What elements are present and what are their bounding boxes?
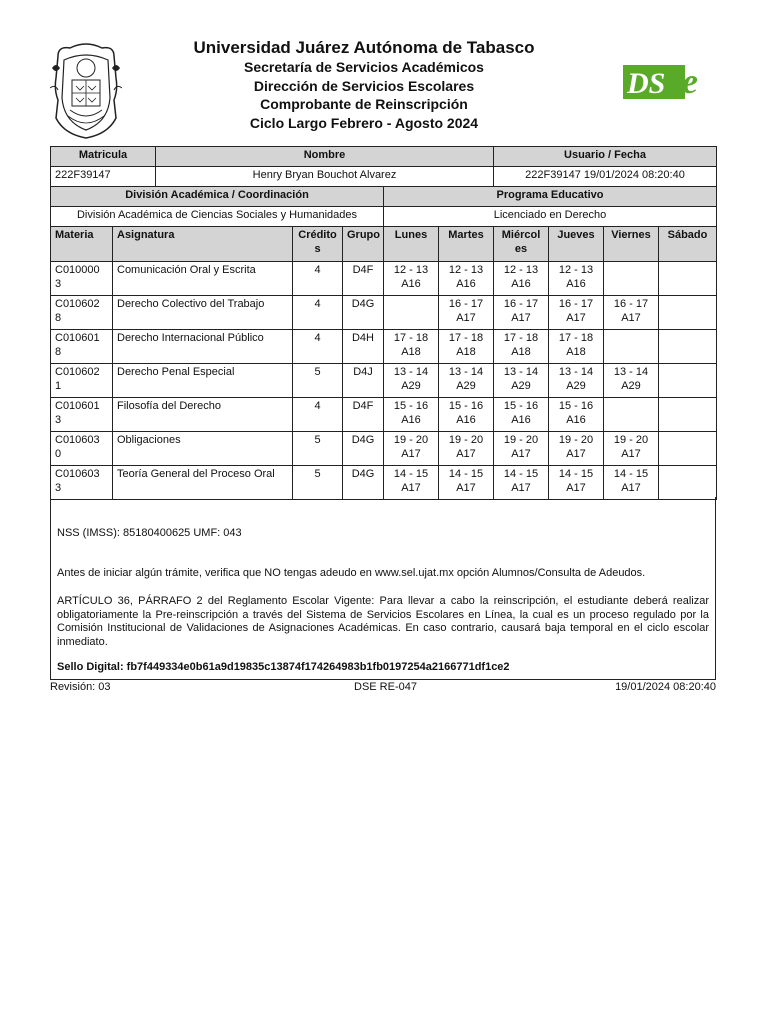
- schedule-body: [51, 262, 717, 500]
- table-row: [51, 432, 717, 466]
- articulo-36-text: ARTÍCULO 36, PÁRRAFO 2 del Reglamento Escolar Vigente: Para llevar a cabo la reinscripción, el estudiante deberá realizar obligatoriamente la Pre-reinscripción a través del Sistema de Servicios Escolares en Línea, la cual es un proceso regulado por la Comisión Institucional de Validaciones de Asignaciones Académicas. En caso contrario, causará baja temporal en el ciclo escolar inmediato.: [57, 595, 709, 648]
- cell-lunes: 13 - 14 A29: [384, 364, 439, 398]
- cell-lunes: 17 - 18 A18: [384, 330, 439, 364]
- cell-lunes: 19 - 20 A17: [384, 432, 439, 466]
- cell-miercoles: 17 - 18 A18: [494, 330, 549, 364]
- document-title: Comprobante de Reinscripción: [260, 96, 468, 112]
- cell-jueves: 14 - 15 A17: [549, 466, 604, 500]
- schedule-table: [50, 226, 717, 500]
- cell-creditos: 5: [293, 432, 343, 466]
- cell-grupo: D4F: [343, 398, 384, 432]
- program-info-table: [50, 186, 717, 227]
- cell-lunes: 14 - 15 A17: [384, 466, 439, 500]
- cell-asignatura: Derecho Penal Especial: [113, 364, 293, 398]
- col-jueves: Jueves: [549, 227, 604, 262]
- university-name: Universidad Juárez Autónoma de Tabasco: [193, 38, 535, 57]
- direccion-line: Dirección de Servicios Escolares: [253, 77, 475, 94]
- col-asignatura: Asignatura: [113, 227, 293, 262]
- cell-miercoles: 19 - 20 A17: [494, 432, 549, 466]
- cell-asignatura: Comunicación Oral y Escrita: [113, 262, 293, 296]
- cell-sabado: [659, 296, 717, 330]
- programa-header: Programa Educativo: [384, 187, 717, 207]
- cell-asignatura: Obligaciones: [113, 432, 293, 466]
- table-row: [51, 296, 717, 330]
- cell-miercoles: 14 - 15 A17: [494, 466, 549, 500]
- cell-miercoles: 13 - 14 A29: [494, 364, 549, 398]
- form-code: DSE RE-047: [354, 681, 417, 693]
- col-viernes: Viernes: [604, 227, 659, 262]
- dse-logo: [622, 62, 718, 102]
- cell-sabado: [659, 398, 717, 432]
- table-row: [51, 364, 717, 398]
- cell-jueves: 12 - 13 A16: [549, 262, 604, 296]
- cell-martes: 19 - 20 A17: [439, 432, 494, 466]
- cell-asignatura: Filosofía del Derecho: [113, 398, 293, 432]
- footer-datetime: 19/01/2024 08:20:40: [615, 681, 716, 693]
- cell-creditos: 5: [293, 364, 343, 398]
- cell-asignatura: Derecho Internacional Público: [113, 330, 293, 364]
- cell-sabado: [659, 466, 717, 500]
- matricula-value: 222F39147: [51, 167, 156, 187]
- cell-viernes: [604, 398, 659, 432]
- cell-viernes: 13 - 14 A29: [604, 364, 659, 398]
- cell-materia: C010601 3: [51, 398, 113, 432]
- cell-miercoles: 15 - 16 A16: [494, 398, 549, 432]
- cell-grupo: D4H: [343, 330, 384, 364]
- adeudo-notice: Antes de iniciar algún trámite, verifica que NO tengas adeudo en www.sel.ujat.mx opción Alumnos/Consulta de Adeudos.: [57, 567, 646, 579]
- nombre-header: Nombre: [156, 147, 494, 167]
- cell-asignatura: Derecho Colectivo del Trabajo: [113, 296, 293, 330]
- cell-jueves: 15 - 16 A16: [549, 398, 604, 432]
- cell-sabado: [659, 330, 717, 364]
- cell-grupo: D4G: [343, 296, 384, 330]
- cell-materia: C010602 1: [51, 364, 113, 398]
- cell-lunes: 12 - 13 A16: [384, 262, 439, 296]
- cell-asignatura: Teoría General del Proceso Oral: [113, 466, 293, 500]
- cell-materia: C010602 8: [51, 296, 113, 330]
- cell-sabado: [659, 262, 717, 296]
- cell-sabado: [659, 432, 717, 466]
- col-grupo: Grupo: [343, 227, 384, 262]
- university-seal-logo: [50, 38, 122, 142]
- cell-viernes: 14 - 15 A17: [604, 466, 659, 500]
- cell-jueves: 16 - 17 A17: [549, 296, 604, 330]
- cell-miercoles: 12 - 13 A16: [494, 262, 549, 296]
- col-materia: Materia: [51, 227, 113, 262]
- table-row: [51, 262, 717, 296]
- notes-section: [50, 497, 716, 680]
- cell-lunes: 15 - 16 A16: [384, 398, 439, 432]
- nss-text: NSS (IMSS): 85180400625 UMF: 043: [57, 527, 242, 539]
- cell-materia: C010601 8: [51, 330, 113, 364]
- sello-digital: Sello Digital: fb7f449334e0b61a9d19835c13874f174264983b1fb0197254a2166771df1ce2: [57, 661, 510, 673]
- cell-martes: 13 - 14 A29: [439, 364, 494, 398]
- cell-creditos: 4: [293, 330, 343, 364]
- cell-viernes: 19 - 20 A17: [604, 432, 659, 466]
- nombre-value: Henry Bryan Bouchot Alvarez: [156, 167, 494, 187]
- table-row: [51, 466, 717, 500]
- programa-value: Licenciado en Derecho: [384, 207, 717, 227]
- division-value: División Académica de Ciencias Sociales y Humanidades: [51, 207, 384, 227]
- cell-martes: 14 - 15 A17: [439, 466, 494, 500]
- cell-grupo: D4F: [343, 262, 384, 296]
- cell-martes: 17 - 18 A18: [439, 330, 494, 364]
- matricula-header: Matricula: [51, 147, 156, 167]
- cell-materia: C010000 3: [51, 262, 113, 296]
- document-header: [0, 0, 768, 146]
- cell-jueves: 17 - 18 A18: [549, 330, 604, 364]
- svg-text:e: e: [682, 62, 698, 101]
- cell-martes: 16 - 17 A17: [439, 296, 494, 330]
- cell-materia: C010603 0: [51, 432, 113, 466]
- revision-text: Revisión: 03: [50, 681, 111, 693]
- cell-grupo: D4G: [343, 432, 384, 466]
- cycle-title: Ciclo Largo Febrero - Agosto 2024: [249, 114, 479, 131]
- col-miercoles: Miércol es: [494, 227, 549, 262]
- cell-jueves: 19 - 20 A17: [549, 432, 604, 466]
- cell-sabado: [659, 364, 717, 398]
- cell-materia: C010603 3: [51, 466, 113, 500]
- cell-martes: 12 - 13 A16: [439, 262, 494, 296]
- col-sabado: Sábado: [659, 227, 717, 262]
- document-footer: [50, 681, 716, 695]
- division-header: División Académica / Coordinación: [51, 187, 384, 207]
- cell-creditos: 5: [293, 466, 343, 500]
- secretaria-line: Secretaría de Servicios Académicos: [244, 59, 484, 75]
- cell-miercoles: 16 - 17 A17: [494, 296, 549, 330]
- cell-jueves: 13 - 14 A29: [549, 364, 604, 398]
- cell-lunes: [384, 296, 439, 330]
- cell-viernes: [604, 330, 659, 364]
- usuario-fecha-value: 222F39147 19/01/2024 08:20:40: [494, 167, 717, 187]
- table-row: [51, 330, 717, 364]
- svg-text:DS: DS: [627, 67, 666, 100]
- cell-viernes: [604, 262, 659, 296]
- cell-viernes: 16 - 17 A17: [604, 296, 659, 330]
- cell-grupo: D4G: [343, 466, 384, 500]
- col-creditos: Crédito s: [293, 227, 343, 262]
- cell-creditos: 4: [293, 262, 343, 296]
- header-titles: [160, 38, 568, 132]
- col-lunes: Lunes: [384, 227, 439, 262]
- cell-martes: 15 - 16 A16: [439, 398, 494, 432]
- cell-creditos: 4: [293, 296, 343, 330]
- col-martes: Martes: [439, 227, 494, 262]
- table-row: [51, 398, 717, 432]
- student-info-table: [50, 146, 717, 187]
- usuario-fecha-header: Usuario / Fecha: [494, 147, 717, 167]
- cell-grupo: D4J: [343, 364, 384, 398]
- cell-creditos: 4: [293, 398, 343, 432]
